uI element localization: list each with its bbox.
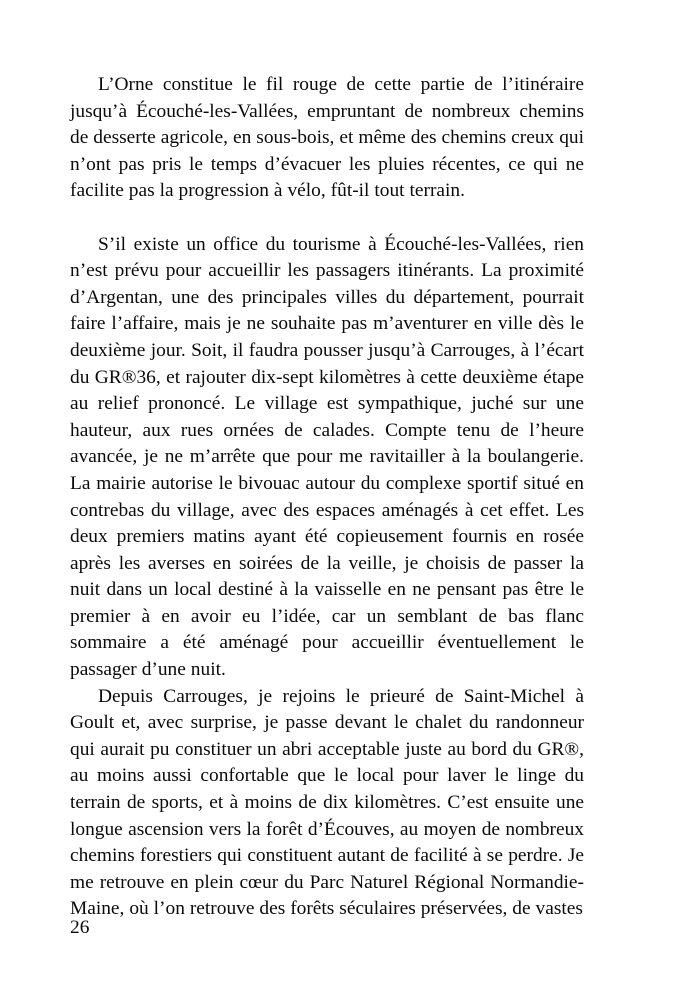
body-paragraph-3: Depuis Carrouges, je rejoins le prieuré de Saint-Michel à Goult et, avec surprise, je passe devant le chalet du randonneur qui aurait pu constituer un abri acceptable juste au bord du GR®, au moins aussi confortable que le local pour laver le linge du terrain de sports, et à moins de dix kilomètres. C’est ensuite une longue ascension vers la forêt d’Écouves, au moyen de nombreux chemins forestiers qui constituent autant de facilité à se perdre. Je me retrouve en plein cœur du Parc Naturel Régional Normandie-Maine, où l’on retrouve des forêts séculaires préservées, de vastes (70, 685, 584, 920)
page-number: 26 (70, 917, 90, 938)
body-paragraph-2: S’il existe un office du tourisme à Écouché-les-Vallées, rien n’est prévu pour accueillir les passagers itinérants. La proximité d’Argentan, une des principales villes du département, pourrait faire l’affaire, mais je ne souhaite pas m’aventurer en ville dès le deuxième jour. Soit, il faudra pousser jusqu’à Carrouges, à l’écart du GR®36, et rajouter dix-sept kilomètres à cette deuxième étape au relief prononcé. Le village est sympathique, juché sur une hauteur, aux rues ornées de calades. Compte tenu de l’heure avancée, je ne m’arrête que pour me ravitailler à la boulangerie. La mairie autorise le bivouac autour du complexe sportif situé en contrebas du village, avec des espaces aménagés à cet effet. Les deux premiers matins ayant été copieusement fournis en rosée après les averses en soirées de la veille, je choisis de passer la nuit dans un local destiné à la vaisselle en ne pensant pas être le premier à en avoir eu l’idée, car un semblant de bas flanc sommaire a été aménagé pour accueillir éventuellement le passager d’une nuit. (70, 233, 584, 681)
page-text-block (70, 72, 584, 923)
body-paragraph-1: L’Orne constitue le fil rouge de cette partie de l’itinéraire jusqu’à Écouché-les-Vallées, empruntant de nombreux chemins de desserte agricole, en sous-bois, et même des chemins creux qui n’ont pas pris le temps d’évacuer les pluies récentes, ce qui ne facilite pas la progression à vélo, fût-il tout terrain. (70, 74, 584, 202)
